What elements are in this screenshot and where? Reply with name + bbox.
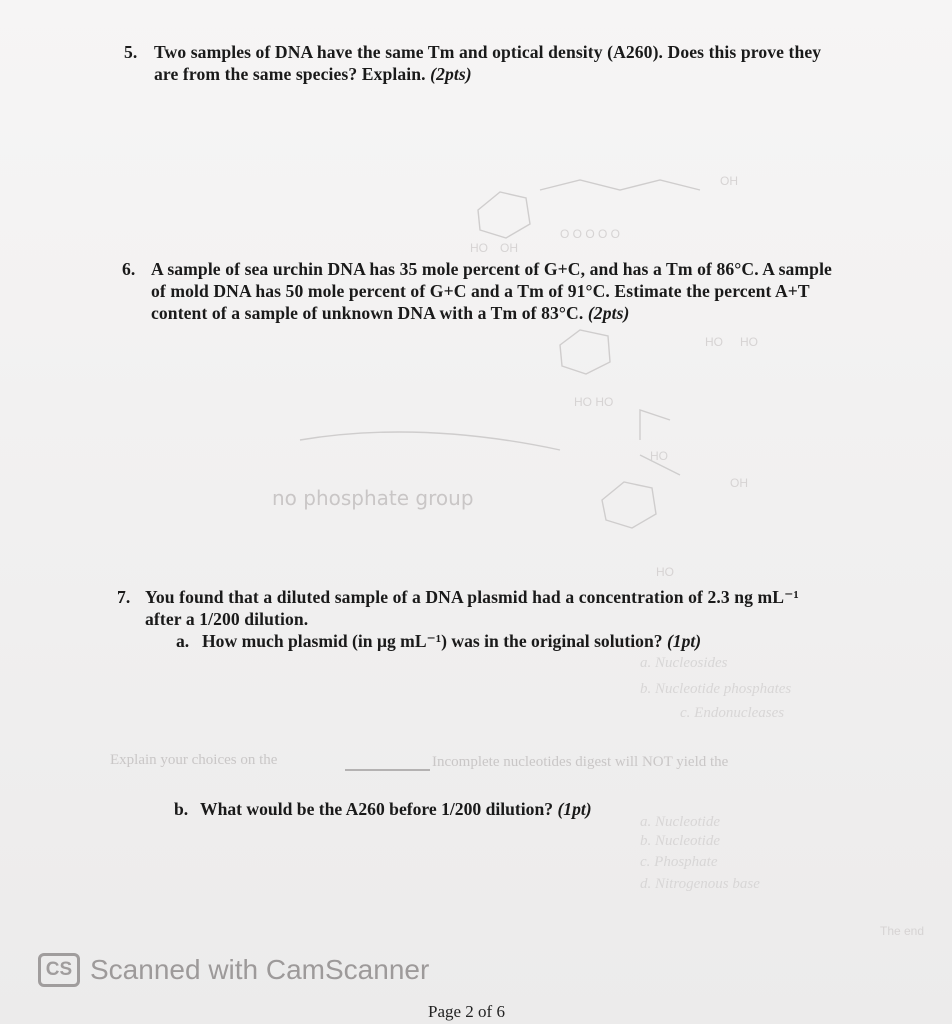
- question-6: [122, 258, 912, 326]
- question-text-line: [154, 63, 914, 85]
- question-text-line: A sample of sea urchin DNA has 35 mole percent of G+C, and has a Tm of 86°C. A sample: [151, 259, 832, 279]
- scanner-watermark: [38, 950, 429, 990]
- svg-text:HO: HO: [650, 449, 668, 463]
- subquestion-text: How much plasmid (in μg mL⁻¹) was in the original solution?: [202, 631, 667, 651]
- svg-text:The end: The end: [880, 924, 925, 938]
- svg-text:c. Phosphate: c. Phosphate: [640, 854, 718, 870]
- svg-text:Explain your choices on the: Explain your choices on the: [110, 752, 278, 768]
- svg-text:b. Nucleotide: b. Nucleotide: [640, 833, 720, 849]
- camscanner-logo-icon: CS: [38, 953, 80, 987]
- question-7b: [174, 798, 694, 820]
- svg-text:a. Nucleotide: a. Nucleotide: [640, 814, 720, 830]
- question-text: are from the same species? Explain.: [154, 64, 431, 84]
- question-number: 5.: [124, 42, 138, 62]
- question-text-line: [151, 302, 911, 324]
- question-text-line: You found that a diluted sample of a DNA plasmid had a concentration of 2.3 ng mL⁻¹: [145, 587, 799, 607]
- points-label: (2pts): [430, 64, 472, 84]
- points-label: (2pts): [587, 303, 630, 323]
- svg-text:O O O O O: O O O O O: [560, 227, 621, 241]
- question-7a: [176, 630, 796, 652]
- svg-text:OH: OH: [720, 174, 738, 188]
- svg-text:a. Nucleosides: a. Nucleosides: [640, 655, 728, 671]
- scanner-text: Scanned with CamScanner: [90, 954, 430, 985]
- question-number: 6.: [122, 259, 136, 279]
- subquestion-letter: b.: [174, 799, 189, 819]
- points-label: (1pt): [666, 631, 702, 651]
- svg-text:HO: HO: [470, 241, 488, 255]
- question-5: [124, 41, 914, 87]
- subquestion-letter: a.: [176, 631, 190, 651]
- svg-text:OH: OH: [730, 476, 748, 490]
- page-number: Page 2 of 6: [428, 1002, 505, 1021]
- question-text-line: after a 1/200 dilution.: [145, 609, 309, 629]
- points-label: (1pt): [557, 799, 592, 819]
- svg-text:d. Nitrogenous base: d. Nitrogenous base: [640, 876, 760, 892]
- question-text-line: Two samples of DNA have the same Tm and optical density (A260). Does this prove they: [154, 42, 822, 62]
- svg-text:c. Endonucleases: c. Endonucleases: [680, 705, 785, 721]
- svg-text:Incomplete nucleotides digest: Incomplete nucleotides digest will NOT yield the: [432, 754, 729, 770]
- svg-text:HO: HO: [705, 335, 723, 349]
- question-text: content of a sample of unknown DNA with a Tm of 83°C.: [151, 303, 588, 323]
- question-text-line: of mold DNA has 50 mole percent of G+C and a Tm of 91°C. Estimate the percent A+T: [151, 281, 810, 301]
- svg-text:HO: HO: [656, 565, 674, 579]
- question-7: [117, 586, 917, 632]
- svg-text:OH: OH: [500, 241, 518, 255]
- svg-text:no phosphate group: no phosphate group: [272, 486, 474, 510]
- svg-text:HO HO: HO HO: [574, 395, 614, 409]
- question-number: 7.: [117, 587, 131, 607]
- svg-text:HO: HO: [740, 335, 758, 349]
- svg-text:b. Nucleotide phosphates: b. Nucleotide phosphates: [640, 681, 792, 697]
- subquestion-text: What would be the A260 before 1/200 dilution?: [200, 799, 558, 819]
